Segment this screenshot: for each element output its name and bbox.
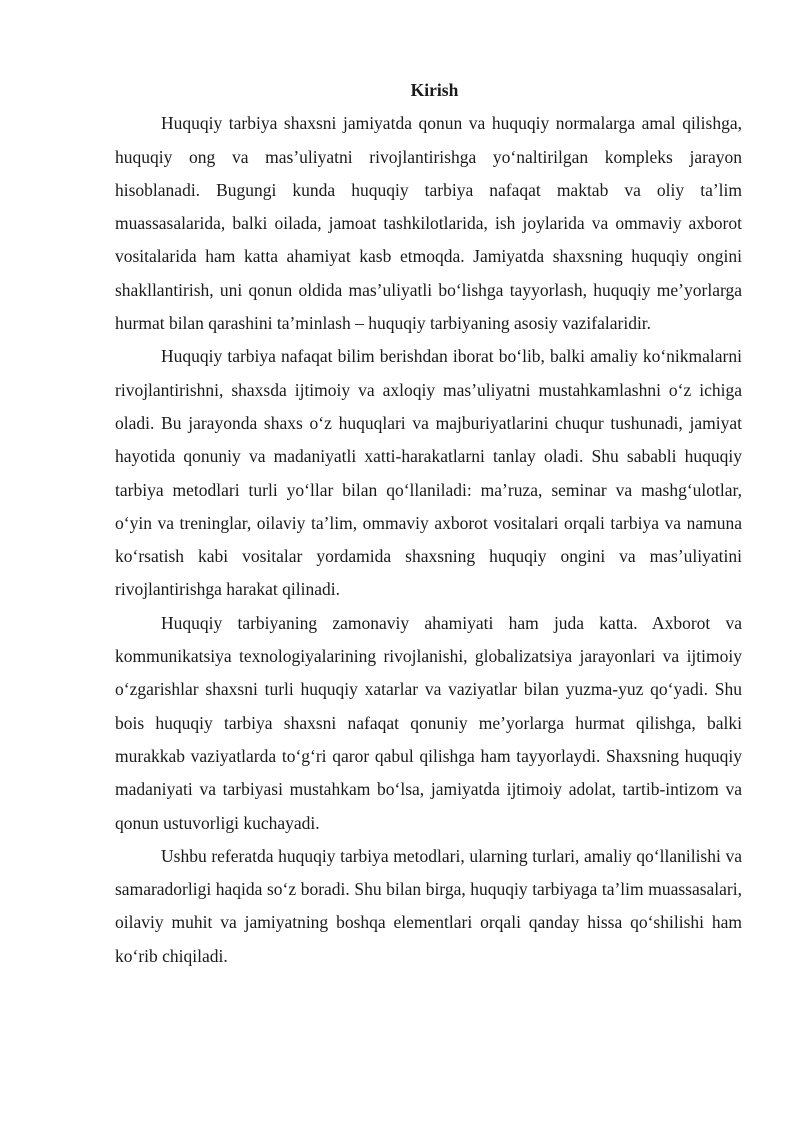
paragraph-1: Huquqiy tarbiya shaxsni jamiyatda qonun va huquqiy normalarga amal qilishga, huquqiy ong va mas’uliyatni rivojlantirishga yo‘naltirilgan kompleks jarayon hisoblanadi. Bugungi kunda huquqiy tarbiya nafaqat maktab va oliy ta’lim muassasalarida, balki oilada, jamoat tashkilotlarida, ish joylarida va ommaviy axborot vositalarida ham katta ahamiyat kasb etmoqda. Jamiyatda shaxsning huquqiy ongini shakllantirish, uni qonun oldida mas’uliyatli bo‘lishga tayyorlash, huquqiy me’yorlarga hurmat bilan qarashini ta’minlash – huquqiy tarbiyaning asosiy vazifalaridir.	[115, 113, 742, 334]
paragraph-2: Huquqiy tarbiya nafaqat bilim berishdan iborat bo‘lib, balki amaliy ko‘nikmalarni rivojlantirishni, shaxsda ijtimoiy va axloqiy mas’uliyatni mustahkamlashni o‘z ichiga oladi. Bu jarayonda shaxs o‘z huquqlari va majburiyatlarini chuqur tushunadi, jamiyat hayotida qonuniy va madaniyatli xatti-harakatlarni tanlay oladi. Shu sababli huquqiy tarbiya metodlari turli yo‘llar bilan qo‘llaniladi: ma’ruza, seminar va mashg‘ulotlar, o‘yin va treninglar, oilaviy ta’lim, ommaviy axborot vositalari orqali tarbiya va namuna ko‘rsatish kabi vositalar yordamida shaxsning huquqiy ongini va mas’uliyatini rivojlantirishga harakat qilinadi.	[115, 346, 742, 600]
section-title: Kirish	[410, 80, 459, 100]
paragraph-4: Ushbu referatda huquqiy tarbiya metodlari, ularning turlari, amaliy qo‘llanilishi va samaradorligi haqida so‘z boradi. Shu bilan birga, huquqiy tarbiyaga ta’lim muassasalari, oilaviy muhit va jamiyatning boshqa elementlari orqali qanday hissa qo‘shilishi ham ko‘rib chiqiladi.	[115, 845, 742, 966]
paragraph-3: Huquqiy tarbiyaning zamonaviy ahamiyati ham juda katta. Axborot va kommunikatsiya texnologiyalarining rivojlanishi, globalizatsiya jarayonlari va ijtimoiy o‘zgarishlar shaxsni turli huquqiy xatarlar va vaziyatlar bilan yuzma-yuz qo‘yadi. Shu bois huquqiy tarbiya shaxsni nafaqat qonuniy me’yorlarga hurmat qilishga, balki murakkab vaziyatlarda to‘g‘ri qaror qabul qilishga ham tayyorlaydi. Shaxsning huquqiy madaniyati va tarbiyasi mustahkam bo‘lsa, jamiyatda ijtimoiy adolat, tartib-intizom va qonun ustuvorligi kuchayadi.	[115, 612, 742, 833]
